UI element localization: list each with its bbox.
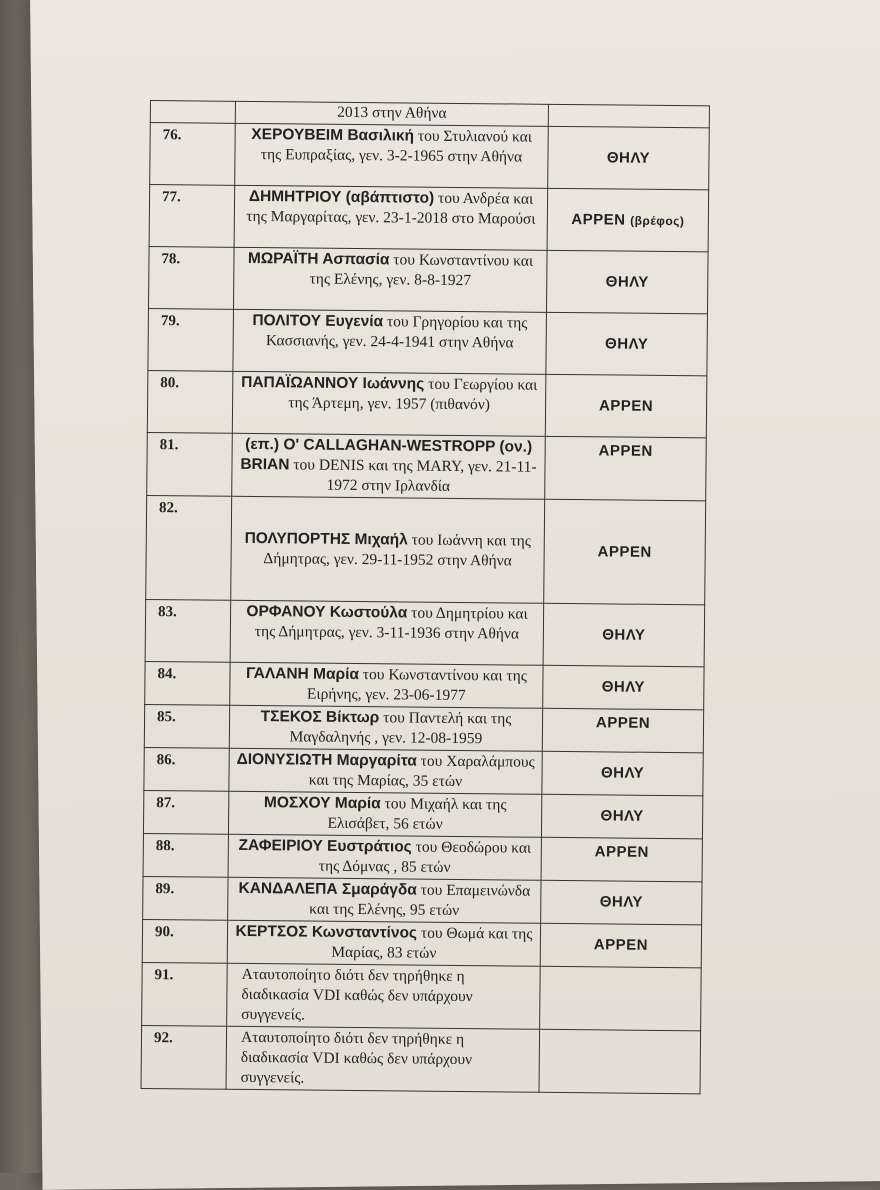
row-sex — [541, 794, 702, 839]
sex-label: ΘΗΛΥ — [600, 807, 643, 824]
sex-note: (βρέφος) — [630, 213, 684, 228]
person-details: του DENIS και της MARY, γεν. 21-11-1972 στην Ιρλανδία — [293, 456, 536, 495]
victims-table-sheet — [141, 100, 710, 1094]
table-row — [148, 308, 708, 375]
person-details: του Ανδρέα και της Μαργαρίτας, γεν. 23-1-2018 στο Μαρούσι — [246, 190, 535, 228]
person-details: του Δημητρίου και της Δήμητρας, γεν. 3-11-1936 στην Αθήνα — [255, 605, 528, 643]
sex-label: ΘΗΛΥ — [605, 335, 648, 352]
sex-label: ΑΡΡΕΝ — [571, 211, 625, 229]
person-name: ΜΩΡΑΪΤΗ Ασπασία — [248, 250, 390, 268]
row-text — [227, 920, 540, 966]
row-number: 90. — [142, 919, 227, 963]
row-number: 86. — [144, 747, 229, 791]
person-name: ΠΟΛΙΤΟΥ Ευγενία — [252, 312, 383, 330]
sex-label: ΘΗΛΥ — [602, 678, 645, 695]
row-text — [228, 791, 541, 837]
table-row — [149, 185, 709, 252]
row-sex — [548, 126, 710, 190]
table-row — [141, 1025, 701, 1093]
row-text — [226, 1026, 540, 1092]
row-sex — [540, 966, 702, 1031]
person-details: του Επαμεινώνδα και της Ελένης, 95 ετών — [309, 882, 530, 919]
person-name: ΔΗΜΗΤΡΙΟΥ (αβάπτιστο) — [249, 188, 434, 207]
sex-label: ΑΡΡΕΝ — [596, 714, 650, 732]
row-sex — [547, 188, 709, 252]
row-text — [231, 496, 545, 603]
table-row — [145, 661, 704, 709]
person-details: του Γεωργίου και της Άρτεμη, γεν. 1957 (πιθανόν) — [288, 376, 537, 414]
person-name: ΟΡΦΑΝΟΥ Κωστούλα — [246, 603, 407, 622]
sex-label: ΑΡΡΕΝ — [598, 543, 652, 561]
row-number: 80. — [147, 370, 233, 433]
person-details: του Θωμά και της Μαρίας, 83 ετών — [331, 925, 532, 962]
person-details: του Παντελή και της Μαγδαληνής , γεν. 12-08-1959 — [289, 709, 511, 747]
row-number: 88. — [143, 833, 228, 877]
victims-table — [141, 100, 710, 1094]
table-row — [144, 747, 703, 795]
row-text — [230, 600, 544, 665]
sex-label: ΘΗΛΥ — [606, 273, 649, 290]
row-sex — [543, 665, 704, 710]
table-row — [150, 123, 710, 190]
row-number: 89. — [143, 876, 228, 920]
row-sex — [541, 880, 702, 925]
row-sex — [544, 499, 706, 605]
table-row — [147, 370, 707, 437]
person-details: του Ιωάννη και της Δήμητρας, γεν. 29-11-1952 στην Αθήνα — [263, 531, 531, 569]
person-name: ΜΟΣΧΟΥ Μαρία — [264, 794, 381, 812]
person-name: ΠΑΠΑΪΩΑΝΝΟΥ Ιωάννης — [241, 374, 424, 393]
row-number — [150, 101, 235, 124]
row-text — [234, 185, 548, 250]
sex-label: ΘΗΛΥ — [602, 626, 645, 643]
row-text — [235, 123, 549, 188]
row-sex — [541, 837, 702, 882]
person-details: του Θεοδώρου και της Δόμνας , 85 ετών — [319, 839, 532, 876]
sex-label: ΘΗΛΥ — [600, 893, 643, 910]
person-details: του Χαραλάμπους και της Μαρίας, 35 ετών — [309, 753, 535, 790]
row-sex — [539, 1029, 701, 1094]
sex-label: ΑΡΡΕΝ — [595, 843, 649, 861]
table-row — [147, 432, 707, 500]
row-sex — [542, 751, 703, 796]
row-sex — [546, 312, 708, 376]
sex-label: ΑΡΡΕΝ — [599, 397, 653, 415]
sex-label: ΑΡΡΕΝ — [598, 442, 652, 460]
table-row — [142, 962, 702, 1030]
row-text — [232, 371, 546, 436]
person-details: Αταυτοποίητο διότι δεν τηρήθηκε η διαδικασία VDI καθώς δεν υπάρχουν συγγενείς. — [241, 966, 473, 1024]
person-name: ΠΟΛΥΠΟΡΤΗΣ Μιχαήλ — [245, 529, 408, 548]
sex-label: ΑΡΡΕΝ — [594, 936, 648, 954]
table-row — [143, 790, 702, 838]
row-number: 91. — [142, 962, 228, 1026]
person-name: (επ.) Ο' CALLAGHAN-WESTROPP (ον.) BRIAN — [240, 436, 532, 473]
row-text — [229, 705, 542, 751]
row-text — [233, 309, 547, 374]
row-text — [232, 433, 546, 499]
person-details: του Κωνσταντίνου και της Ελένης, γεν. 8-8-1927 — [309, 251, 533, 289]
row-text: 2013 στην Αθήνα — [235, 101, 548, 126]
row-number: 77. — [149, 185, 235, 248]
row-sex — [545, 436, 707, 501]
row-text — [230, 662, 543, 708]
person-name: ΖΑΦΕΙΡΙΟΥ Ευστράτιος — [238, 837, 411, 856]
table-row — [143, 833, 702, 881]
person-details: του Στυλιανού και της Ευπραξίας, γεν. 3-2-1965 στην Αθήνα — [261, 128, 532, 166]
sex-label: ΘΗΛΥ — [601, 764, 644, 781]
table-row — [143, 876, 702, 924]
table-row — [148, 246, 708, 313]
person-name: ΚΑΝΔΑΛΕΠΑ Σμαράγδα — [238, 880, 416, 899]
row-text — [228, 834, 541, 880]
table-row — [142, 919, 701, 967]
row-number: 84. — [145, 661, 230, 705]
row-text — [228, 877, 541, 923]
person-name: ΓΑΛΑΝΗ Μαρία — [246, 665, 359, 683]
row-number: 85. — [144, 704, 229, 748]
row-text — [227, 963, 541, 1029]
row-number: 78. — [148, 246, 234, 309]
person-name: ΧΕΡΟΥΒΕΙΜ Βασιλική — [251, 126, 414, 145]
row-number: 83. — [145, 599, 231, 662]
person-details: του Μιχαήλ και της Ελισάβετ, 56 ετών — [327, 795, 506, 833]
row-number: 76. — [150, 123, 236, 186]
table-row — [144, 704, 703, 752]
row-number: 87. — [143, 790, 228, 834]
row-number: 92. — [141, 1025, 227, 1089]
table-row — [145, 599, 705, 666]
row-sex — [546, 250, 708, 314]
row-sex — [543, 603, 705, 667]
row-text — [233, 247, 547, 312]
row-sex — [542, 708, 703, 753]
person-details: του Κωνσταντίνου και της Ειρήνης, γεν. 23-06-1977 — [307, 666, 527, 704]
row-number: 79. — [148, 308, 234, 371]
person-details: Αταυτοποίητο διότι δεν τηρήθηκε η διαδικασία VDI καθώς δεν υπάρχουν συγγενείς. — [241, 1029, 473, 1087]
row-sex — [548, 104, 709, 128]
table-row — [146, 495, 706, 604]
row-number: 82. — [146, 495, 232, 600]
sex-label: ΘΗΛΥ — [607, 149, 650, 166]
row-sex — [540, 923, 701, 968]
row-sex — [545, 374, 707, 438]
row-number: 81. — [147, 432, 233, 496]
row-text — [229, 748, 542, 794]
person-name: ΚΕΡΤΣΟΣ Κωνσταντίνος — [235, 923, 417, 942]
person-details: του Γρηγορίου και της Κασσιανής, γεν. 24-4-1941 στην Αθήνα — [266, 313, 528, 351]
person-name: ΔΙΟΝΥΣΙΩΤΗ Μαργαρίτα — [237, 751, 417, 770]
person-name: ΤΣΕΚΟΣ Βίκτωρ — [261, 708, 380, 726]
